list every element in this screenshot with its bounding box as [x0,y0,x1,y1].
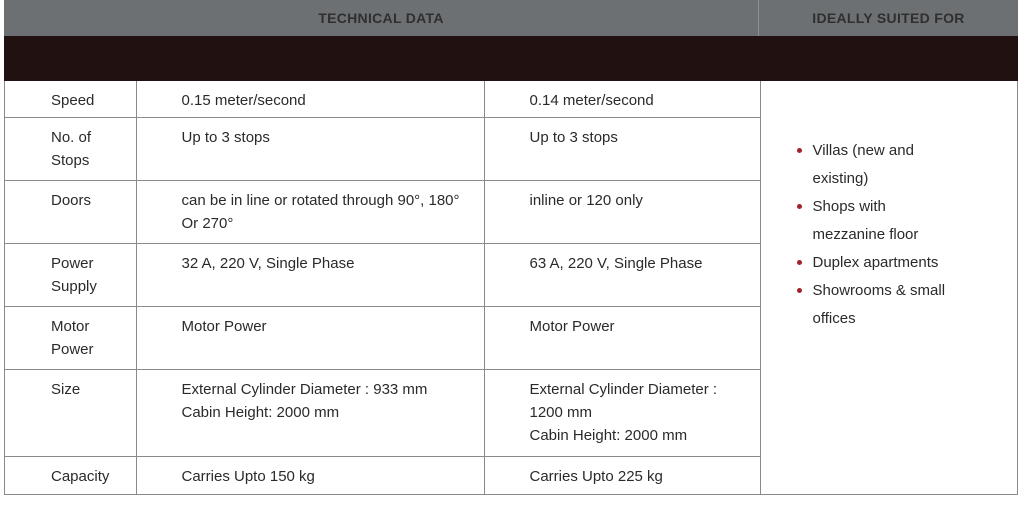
row-value-2: inline or 120 only [484,180,760,243]
bullet-icon [797,288,802,293]
ideally-suited-panel [761,81,1018,494]
row-label: Motor Power [5,306,136,369]
row-value-2: Carries Upto 225 kg [484,456,760,494]
bullet-icon [797,204,802,209]
list-item [795,137,1018,193]
row-label: Doors [5,180,136,243]
dark-band [4,36,1018,81]
row-value-1: 0.15 meter/second [136,81,484,117]
row-label: No. of Stops [5,117,136,180]
row-label: Capacity [5,456,136,494]
table-row [5,306,760,369]
row-value-1: 32 A, 220 V, Single Phase [136,243,484,306]
table-row [5,456,760,494]
row-value-2: Motor Power [484,306,760,369]
bullet-icon [797,260,802,265]
row-value-1: External Cylinder Diameter : 933 mm Cabin Height: 2000 mm [136,369,484,456]
bullet-icon [797,148,802,153]
row-value-1: can be in line or rotated through 90°, 180° Or 270° [136,180,484,243]
table-header [4,0,1018,36]
row-value-1: Motor Power [136,306,484,369]
table-row [5,180,760,243]
table-row [5,243,760,306]
row-value-1: Up to 3 stops [136,117,484,180]
technical-data-table [5,81,761,494]
ideally-suited-for-heading: IDEALLY SUITED FOR [812,10,965,26]
list-item-text: Showrooms & small offices [812,282,946,327]
table-row [5,117,760,180]
row-label: Speed [5,81,136,117]
suited-for-list [795,137,1018,333]
row-value-1: Carries Upto 150 kg [136,456,484,494]
list-item-text: Duplex apartments [812,254,939,271]
row-label: Size [5,369,136,456]
list-item-text: Villas (new and existing) [812,142,914,187]
technical-data-heading: TECHNICAL DATA [4,0,759,36]
row-value-2: 0.14 meter/second [484,81,760,117]
list-item [795,249,1018,277]
table-row [5,81,760,117]
list-item [795,277,1018,333]
list-item-text: Shops with mezzanine floor [812,198,919,243]
row-value-2: External Cylinder Diameter : 1200 mm Cabin Height: 2000 mm [484,369,760,456]
row-value-2: 63 A, 220 V, Single Phase [484,243,760,306]
list-item [795,193,1018,249]
row-label: Power Supply [5,243,136,306]
spec-table [4,0,1018,495]
row-value-2: Up to 3 stops [484,117,760,180]
table-row [5,369,760,456]
table-body [4,81,1018,495]
